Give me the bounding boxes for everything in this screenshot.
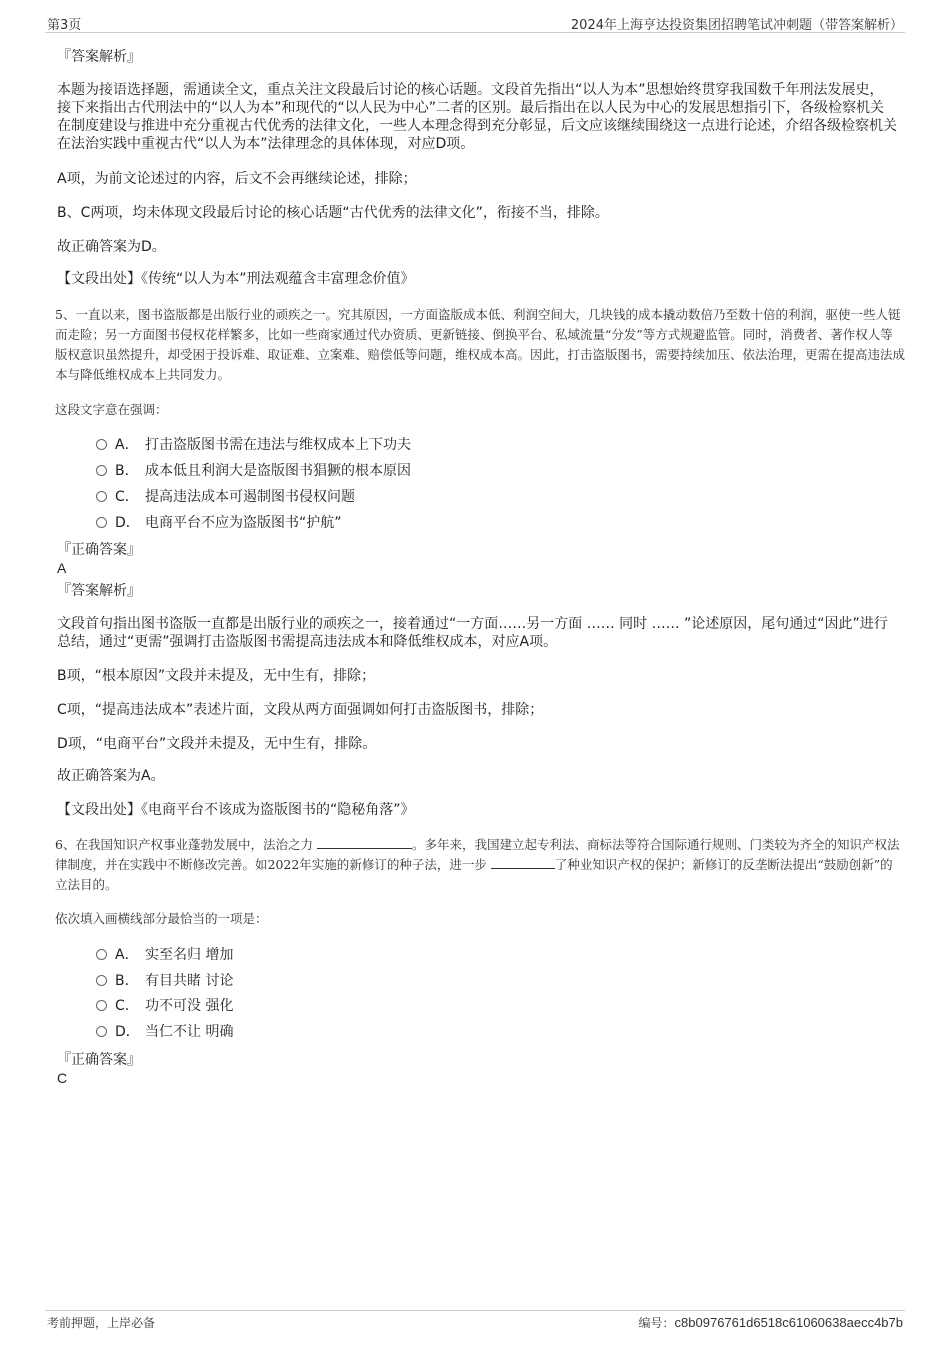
page-footer bbox=[45, 1310, 905, 1333]
q6-correct-answer: C bbox=[57, 1070, 68, 1086]
q4-source: 【文段出处】《传统“以人为本”刑法观蕴含丰富理念价值》 bbox=[57, 271, 415, 287]
radio-icon[interactable] bbox=[96, 491, 107, 502]
q6-option-c[interactable]: C． 功不可没 强化 bbox=[96, 996, 233, 1016]
q4-analysis-paragraph: 本题为接语选择题，需通读全文，重点关注文段最后讨论的核心话题。文段首先指出“以人为本”思想始终贯穿我国数千年刑法发展史，接下来指出古代刑法中的“以人为本”和现代的“以人民为中心”二者的区别。最后指出在以人民为中心的发展思想指引下，各级检察机关在制度建设与推进中充分重视古代优秀的法律文化，一些人本理念得到充分彰显，后文应该继续围绕这一点进行论述，介绍各级检察机关在法治实践中重视古代“以人为本”法律理念的具体体现，对应D项。 bbox=[57, 82, 897, 152]
q5-analysis-d: D项，“电商平台”文段并未提及，无中生有，排除。 bbox=[57, 736, 377, 752]
q5-source: 【文段出处】《电商平台不该成为盗版图书的“隐秘角落”》 bbox=[57, 802, 415, 818]
page-header bbox=[45, 14, 905, 33]
q5-option-d[interactable]: D． 电商平台不应为盗版图书“护航” bbox=[96, 513, 342, 533]
q4-conclusion: 故正确答案为D。 bbox=[57, 239, 166, 255]
document-title: 2024年上海亨达投资集团招聘笔试冲刺题（带答案解析） bbox=[570, 18, 903, 33]
q5-analysis-label: 『答案解析』 bbox=[57, 583, 141, 599]
q5-analysis-b: B项，“根本原因”文段并未提及，无中生有，排除； bbox=[57, 668, 376, 684]
q5-analysis-c: C项，“提高违法成本”表述片面，文段从两方面强调如何打击盗版图书，排除； bbox=[57, 702, 544, 718]
q5-stem: 5、一直以来，图书盗版都是出版行业的顽疾之一。究其原因，一方面盗版成本低、利润空间大，几块钱的成本撬动数倍乃至数十倍的利润，驱使一些人铤而走险；另一方面图书侵权花样繁多，比如一些商家通过代办资质、更新链接、倒换平台、私域流量“分发”等方式规避监管。同时，消费者、著作权人等版权意识虽然提升，却受困于投诉难、取证难、立案难、赔偿低等问题，维权成本高。因此，打击盗版图书，需要持续加压、依法治理，更需在提高违法成本与降低维权成本上共同发力。 bbox=[55, 307, 906, 382]
q5-correct-label: 『正确答案』 bbox=[57, 542, 141, 558]
radio-icon[interactable] bbox=[96, 465, 107, 476]
radio-icon[interactable] bbox=[96, 949, 107, 960]
radio-icon[interactable] bbox=[96, 1000, 107, 1011]
q5-option-a[interactable]: A． 打击盗版图书需在违法与维权成本上下功夫 bbox=[96, 435, 411, 455]
q6-option-a[interactable]: A． 实至名归 增加 bbox=[96, 945, 233, 965]
q6-option-b[interactable]: B． 有目共睹 讨论 bbox=[96, 971, 233, 991]
radio-icon[interactable] bbox=[96, 1026, 107, 1037]
footer-slogan: 考前押题，上岸必备 bbox=[47, 1316, 156, 1330]
q5-prompt: 这段文字意在强调： bbox=[55, 402, 168, 417]
q4-analysis-label: 『答案解析』 bbox=[57, 49, 141, 65]
q4-analysis-a: A项，为前文论述过的内容，后文不会再继续论述，排除； bbox=[57, 171, 417, 187]
q6-stem: 6、在我国知识产权事业蓬勃发展中，法治之力 。多年来，我国建立起专利法、商标法等符合国际通行规则、门类较为齐全的知识产权法律制度，并在实践中不断修改完善。如2022年实施的新修订的种子法，进一步 了种业知识产权的保护；新修订的反垄断法提出“鼓励创新”的立法目的。 bbox=[55, 837, 900, 892]
q6-blank-2 bbox=[491, 855, 555, 869]
radio-icon[interactable] bbox=[96, 517, 107, 528]
q6-option-d[interactable]: D． 当仁不让 明确 bbox=[96, 1022, 233, 1042]
q6-prompt: 依次填入画横线部分最恰当的一项是： bbox=[55, 911, 268, 926]
q5-option-c[interactable]: C． 提高违法成本可遏制图书侵权问题 bbox=[96, 487, 355, 507]
radio-icon[interactable] bbox=[96, 439, 107, 450]
q5-correct-answer: A bbox=[57, 560, 67, 576]
q6-correct-label: 『正确答案』 bbox=[57, 1052, 141, 1068]
radio-icon[interactable] bbox=[96, 975, 107, 986]
footer-serial: 编号：c8b0976761d6518c61060638aecc4b7b bbox=[638, 1315, 903, 1330]
q4-analysis-bc: B、C两项，均未体现文段最后讨论的核心话题“古代优秀的法律文化”，衔接不当，排除。 bbox=[57, 205, 609, 221]
page-number: 第3页 bbox=[47, 18, 82, 33]
q6-blank-1 bbox=[317, 835, 412, 849]
q5-option-b[interactable]: B． 成本低且利润大是盗版图书猖獗的根本原因 bbox=[96, 461, 411, 481]
q5-conclusion: 故正确答案为A。 bbox=[57, 768, 165, 784]
q5-analysis-paragraph: 文段首句指出图书盗版一直都是出版行业的顽疾之一，接着通过“一方面……另一方面 …… 同时 …… ”论述原因，尾句通过“因此”进行总结，通过“更需”强调打击盗版图书需提高违法成本和降低维权成本，对应A项。 bbox=[57, 616, 888, 650]
